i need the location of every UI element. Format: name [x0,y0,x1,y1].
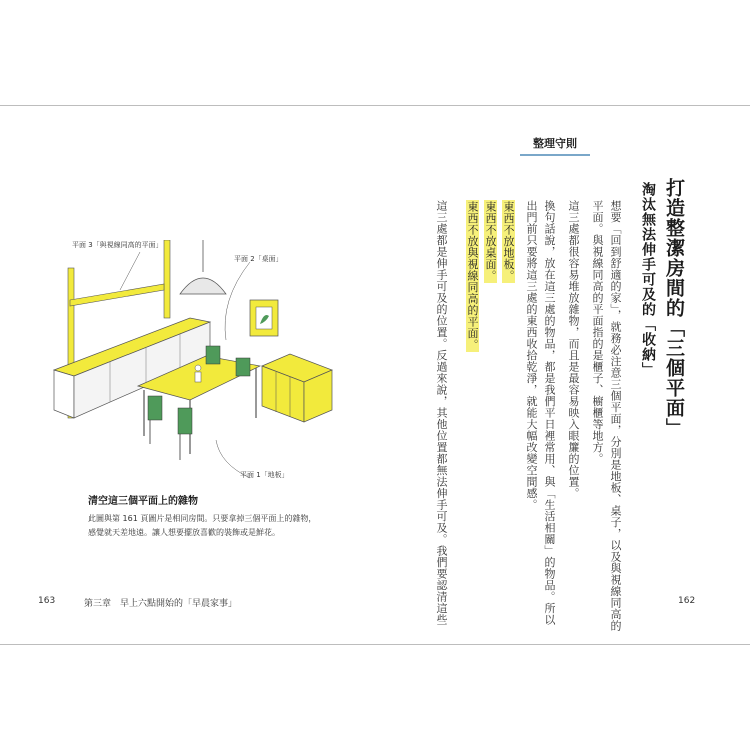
callout-plane-3: 平面 3「與視線同高的平面」 [72,241,163,249]
caption-line: 此圖與第 161 頁圖片是相同房間。只要拿掉三個平面上的雜物， [88,514,317,523]
section-tag: 整理守則 [533,137,577,150]
callout-plane-2: 平面 2「桌面」 [234,255,283,263]
running-head: 第三章 早上六點開始的「早晨家事」 [84,599,238,609]
room-illustration [50,240,350,480]
highlight-rule: 東西不放地板。 [502,201,515,282]
body-text-column: 這三處都是伸手可及的位置。反過來說，其他位置都無法伸手可及。我們要認清這些 [435,200,448,626]
page-title: 打造整潔房間的「三個平面」 [663,178,685,438]
body-text-column: 平面。與視線同高的平面指的是櫃子、櫥櫃等地方。 [591,200,604,465]
body-text-column: 出門前只要將這三處的東西收拾乾淨，就能大幅改變空間感。 [525,200,538,511]
body-text-column: 想要「回到舒適的家」，就務必注意三個平面，分別是地板、桌子，以及與視線同高的 [609,200,622,632]
caption-title: 清空這三個平面上的雜物 [88,496,198,507]
body-text-column: 換句話說，放在這三處的物品，都是我們平日裡常用、與「生活相關」的物品。所以 [543,200,556,626]
page-number-right: 162 [678,596,696,606]
callout-plane-1: 平面 1「地板」 [240,471,289,479]
section-tag-underline [520,154,590,156]
body-text-column: 這三處都很容易堆放雜物，而且是最容易映入眼簾的位置。 [567,200,580,499]
caption-line: 感覺就天差地遠。讓人想要擺放喜歡的裝飾或是鮮花。 [88,528,280,537]
highlight-rule: 東西不放與視線同高的平面。 [466,201,479,351]
page-subtitle: 淘汰無法伸手可及的「收納」 [640,182,656,377]
highlight-rule: 東西不放桌面。 [484,201,497,282]
page-number-left: 163 [38,596,56,606]
caption-body [88,512,318,540]
